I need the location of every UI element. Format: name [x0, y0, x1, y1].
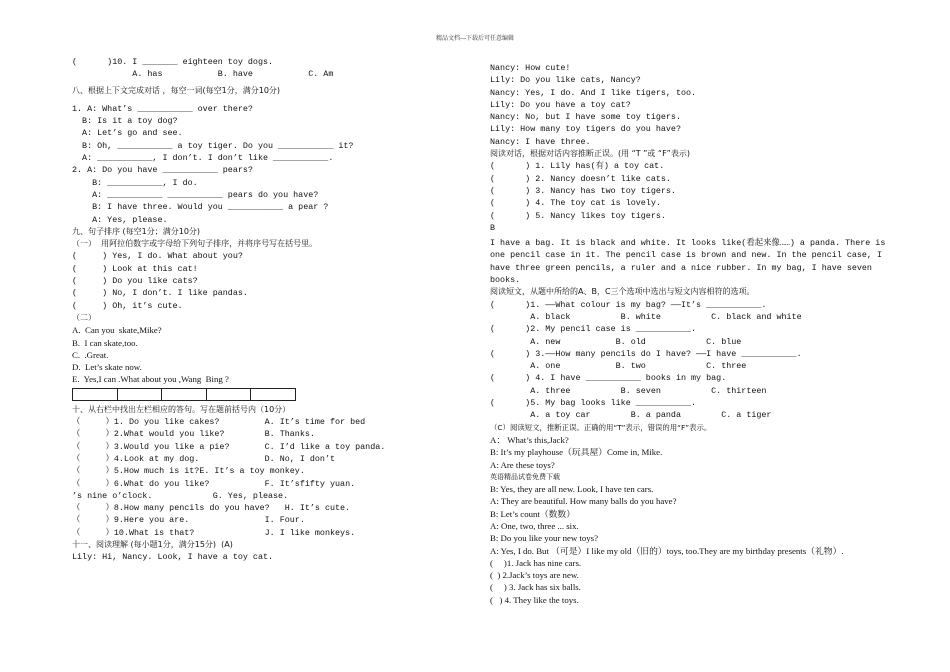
dialogue-line: 1. A: What’s ___________ over there? [72, 103, 253, 114]
dialogue-line: Nancy: How cute! [490, 63, 571, 73]
dialogue-line: B: Do you like your new toys? [490, 533, 598, 544]
dialogue-line: B: I have three. Would you ___________ a pear ? [72, 202, 329, 213]
dialogue-line: Lily: Do you like cats, Nancy? [490, 75, 641, 86]
dialogue-line: Lily: How many toy tigers do you have? [490, 124, 681, 135]
order-item: ( ) Oh, it’s cute. [72, 300, 183, 311]
section-11-heading: 十一、阅读理解 (每小题1分，满分15分) (A) [72, 539, 233, 549]
left-column [72, 56, 467, 564]
dialogue-line: A: One, two, three ... six. [490, 520, 579, 531]
dialogue-line: Nancy: No, but I have some toy tigers. [490, 112, 681, 123]
dialogue-line: Nancy: Yes, I do. And I like tigers, too. [490, 87, 697, 98]
sentence-d: D. Let’s skate now. [72, 362, 142, 373]
sentence-c: C. .Great. [72, 349, 109, 360]
dialogue-line: A: Are these toys? [490, 459, 555, 470]
tf-item: ( ) 3. Jack has six balls. [490, 582, 581, 593]
dialogue-line: B: Yes, they are all new. Look, I have ten cars. [490, 484, 654, 495]
dialogue-line: A: Let’s go and see. [72, 128, 183, 139]
tf-item: ( ) 2. Nancy doesn’t like cats. [490, 173, 671, 184]
part-2-label: （二） [72, 312, 96, 322]
dialogue-line: A: They are beautiful. How many balls do you have? [490, 496, 677, 507]
question-10-options: A. has B. have C. Am [72, 69, 334, 80]
match-item: （ ）1. Do you like cakes? A. It’s time for bed [72, 417, 366, 428]
part-label: B [490, 222, 496, 233]
order-item: ( ) No, I don’t. I like pandas. [72, 288, 248, 299]
choice-question: ( )2. My pencil case is ___________. [490, 324, 697, 335]
tf-item: ( ) 4. The toy cat is lovely. [490, 198, 661, 209]
match-item: ’s nine o’clock. G. Yes, please. [72, 490, 289, 501]
dialogue-line: Nancy: I have three. [490, 136, 591, 147]
choice-question: ( ) 3.——How many pencils do I have? ——I have ___________. [490, 348, 802, 359]
right-column [490, 62, 890, 606]
tf-item: ( ) 2.Jack’s toys are new. [490, 570, 579, 581]
dialogue-line: A: Yes, I do. But （可是）I like my old（旧的）toys, too.They are my birthday presents（礼物）. [490, 545, 844, 556]
tf-item: ( )1. Jack has nine cars. [490, 557, 582, 568]
reading-passage: I have a bag. It is black and white. It looks like(看起来像……) a panda. There is one pencil case in it. The pencil case is brown and new. In the pencil case, I have three green pencils, a ruler and a nice rubber. In my bag, I have seven books. [490, 238, 886, 286]
choice-question: ( ) 4. I have ___________ books in my bag. [490, 373, 727, 384]
sentence-e: E. Yes,I can .What about you ,Wang Bing ? [72, 374, 229, 385]
sentence-b: B. I can skate,too. [72, 337, 138, 348]
order-item: ( ) Do you like cats? [72, 276, 198, 287]
choice-options: A. three B. seven C. thirteen [490, 385, 767, 396]
section-9-heading: 九、句子排序 (每空1分；满分10分) [72, 226, 201, 236]
match-item: （ ）10.What is that? J. I like monkeys. [72, 527, 356, 538]
section-8-heading: 八、根据上下文完成对话 ，每空一词(每空1分，满分10分) [72, 85, 281, 95]
dialogue-line: B: It’s my playhouse（玩具屋）Come in, Mike. [490, 447, 663, 458]
dialogue-line: B: Oh, ___________ a toy tiger. Do you ___________ it? [72, 140, 354, 151]
dialogue-line: B: ___________, I do. [72, 177, 198, 188]
dialogue-line: B: Let’s count（数数） [490, 508, 576, 519]
dialogue-line: A: ___________ ___________ pears do you have? [72, 189, 319, 200]
page-header: 精品文档---下载后可任意编辑 [435, 35, 515, 42]
dialogue-line: Lily: Do you have a toy cat? [490, 99, 631, 110]
dialogue-line: A: ___________, I don’t. I don’t like ___________. [72, 153, 334, 164]
order-item: ( ) Yes, I do. What about you? [72, 251, 243, 262]
dialogue-line: Lily: Hi, Nancy. Look, I have a toy cat. [72, 552, 274, 563]
match-item: （ ）8.How many pencils do you have? H. It’s cute. [72, 503, 351, 514]
match-item: （ ）2.What would you like? B. Thanks. [72, 429, 315, 440]
choice-question: ( )5. My bag looks like ___________. [490, 398, 697, 409]
instruction: 阅读对话，根据对话内容推断正误。(用 “T ”或 “F”表示) [490, 149, 690, 159]
tf-item: ( ) 5. Nancy likes toy tigers. [490, 210, 666, 221]
order-item: ( ) Look at this cat! [72, 263, 198, 274]
tf-item: ( ) 3. Nancy has two toy tigers. [490, 185, 676, 196]
tf-item: ( ) 1. Lily has(有) a toy cat. [490, 161, 665, 172]
dialogue-line: 2. A: Do you have ___________ pears? [72, 165, 253, 176]
tf-item: ( ) 4. They like the toys. [490, 594, 579, 605]
choice-options: A. one B. two C. three [490, 361, 747, 372]
choice-question: ( )1. ——What colour is my bag? ——It’s ___________. [490, 299, 767, 310]
choice-options: A. black B. white C. black and white [490, 311, 802, 322]
match-item: （ ）6.What do you like? F. It’sfifty yuan. [72, 478, 356, 489]
dialogue-line: A: Yes, please. [72, 214, 168, 225]
section-9-instruction: （一） 用阿拉伯数字或字母给下列句子排序，并将序号写在括号里。 [72, 239, 318, 249]
question-10: ( )10. I _______ eighteen toy dogs. [72, 57, 274, 67]
choice-options: A. a toy car B. a panda C. a tiger [490, 410, 772, 421]
sentence-a: A. Can you skate,Mike? [72, 325, 162, 336]
dialogue-line: B: Is it a toy dog? [72, 116, 178, 127]
match-item: （ ）5.How much is it?E. It’s a toy monkey. [72, 466, 305, 477]
match-item: （ ）3.Would you like a pie? C. I’d like a toy panda. [72, 441, 386, 452]
match-item: （ ）4.Look at my dog. D. No, I don’t [72, 453, 336, 464]
instruction: 阅读短文，从题中所给的A、B，C三个选项中选出与短文内容相符的选项。 [490, 287, 755, 297]
choice-options: A. new B. old C. blue [490, 336, 742, 347]
instruction: （C）阅读短文，推断正误。正确的用“T”表示，错误的用“F”表示。 [490, 422, 712, 432]
match-item: （ ）9.Here you are. I. Four. [72, 515, 305, 526]
section-10-heading: 十、从右栏中找出左栏相应的答句。写在题前括号内（10分） [72, 404, 291, 414]
watermark-text: 英语精品试卷免费下载 [490, 472, 560, 481]
answer-grid[interactable] [72, 388, 296, 401]
dialogue-line: A： What’s this,Jack? [490, 434, 569, 445]
